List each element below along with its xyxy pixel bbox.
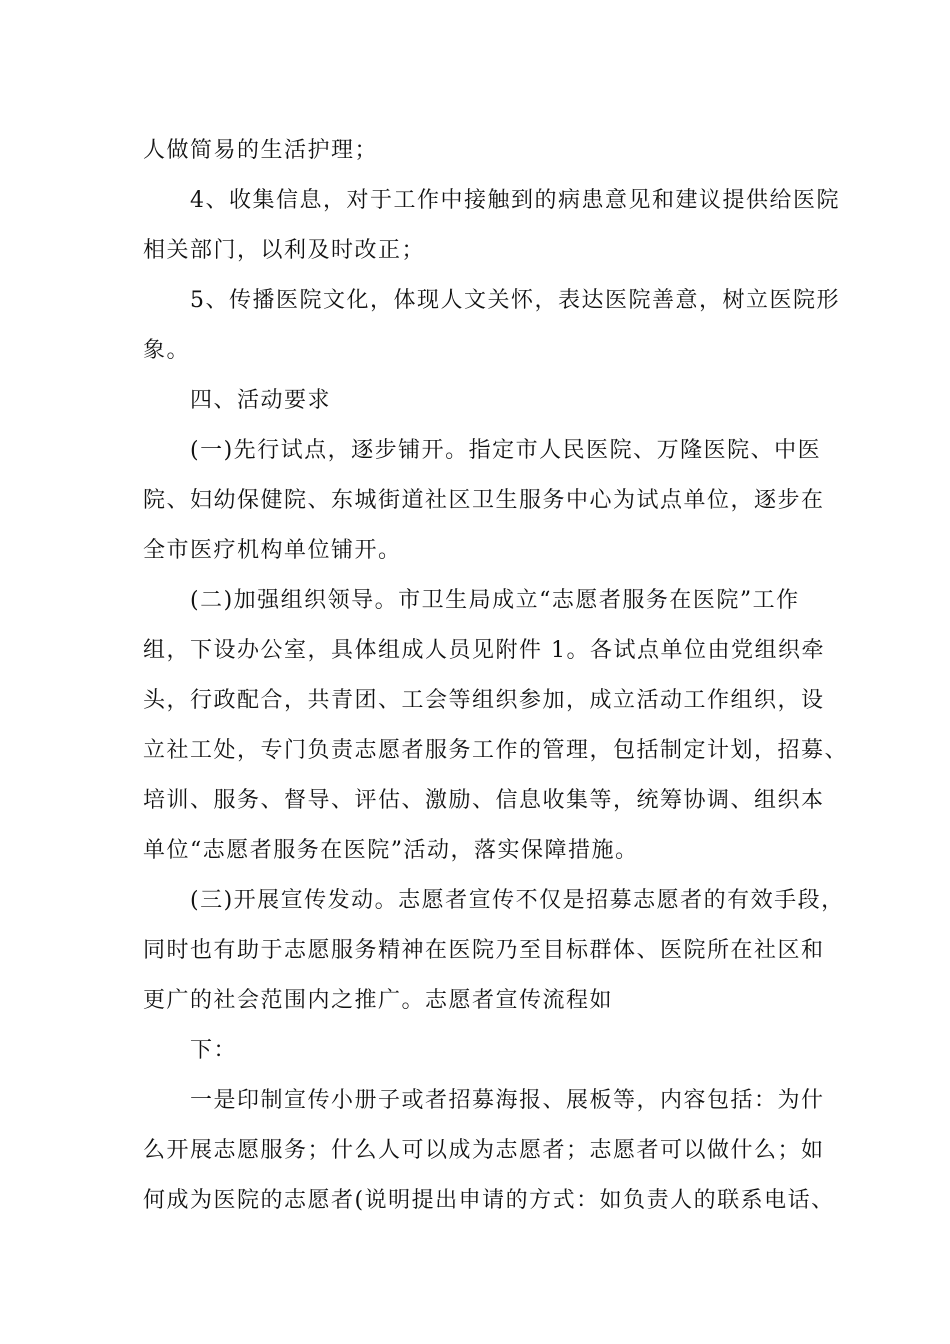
text-line: 头，行政配合，共青团、工会等组织参加，成立活动工作组织，设 — [143, 688, 825, 713]
text-line: 全市医疗机构单位铺开。 — [143, 538, 402, 563]
text-line: 相关部门，以利及时改正； — [143, 238, 426, 263]
text-line: 么开展志愿服务；什么人可以成为志愿者；志愿者可以做什么；如 — [143, 1138, 825, 1163]
section-heading: 四、活动要求 — [190, 388, 332, 413]
text-line: 何成为医院的志愿者(说明提出申请的方式：如负责人的联系电话、 — [143, 1188, 835, 1213]
text-line: 象。 — [143, 338, 191, 363]
text-line: 下： — [190, 1038, 238, 1063]
text-line: (三)开展宣传发动。志愿者宣传不仅是招募志愿者的有效手段， — [190, 888, 845, 913]
text-line: (一)先行试点，逐步铺开。指定市人民医院、万隆医院、中医 — [190, 438, 822, 463]
text-line: 更广的社会范围内之推广。志愿者宣传流程如 — [143, 988, 614, 1013]
text-line: 人做简易的生活护理； — [143, 138, 379, 163]
text-line: 单位“志愿者服务在医院”活动，落实保障措施。 — [143, 838, 639, 863]
text-line: 院、妇幼保健院、东城街道社区卫生服务中心为试点单位，逐步在 — [143, 488, 825, 513]
text-line: 组，下设办公室，具体组成人员见附件 1。各试点单位由党组织牵 — [143, 638, 825, 663]
text-line: 立社工处，专门负责志愿者服务工作的管理，包括制定计划，招募、 — [143, 738, 849, 763]
text-line: 一是印制宣传小册子或者招募海报、展板等，内容包括：为什 — [190, 1088, 825, 1113]
text-line: 5、传播医院文化，体现人文关怀，表达医院善意，树立医院形 — [190, 288, 840, 313]
text-line: 4、收集信息，对于工作中接触到的病患意见和建议提供给医院 — [190, 188, 840, 213]
text-line: 培训、服务、督导、评估、激励、信息收集等，统筹协调、组织本 — [143, 788, 825, 813]
text-line: 同时也有助于志愿服务精神在医院乃至目标群体、医院所在社区和 — [143, 938, 825, 963]
text-line: (二)加强组织领导。市卫生局成立“志愿者服务在医院”工作 — [190, 588, 800, 613]
